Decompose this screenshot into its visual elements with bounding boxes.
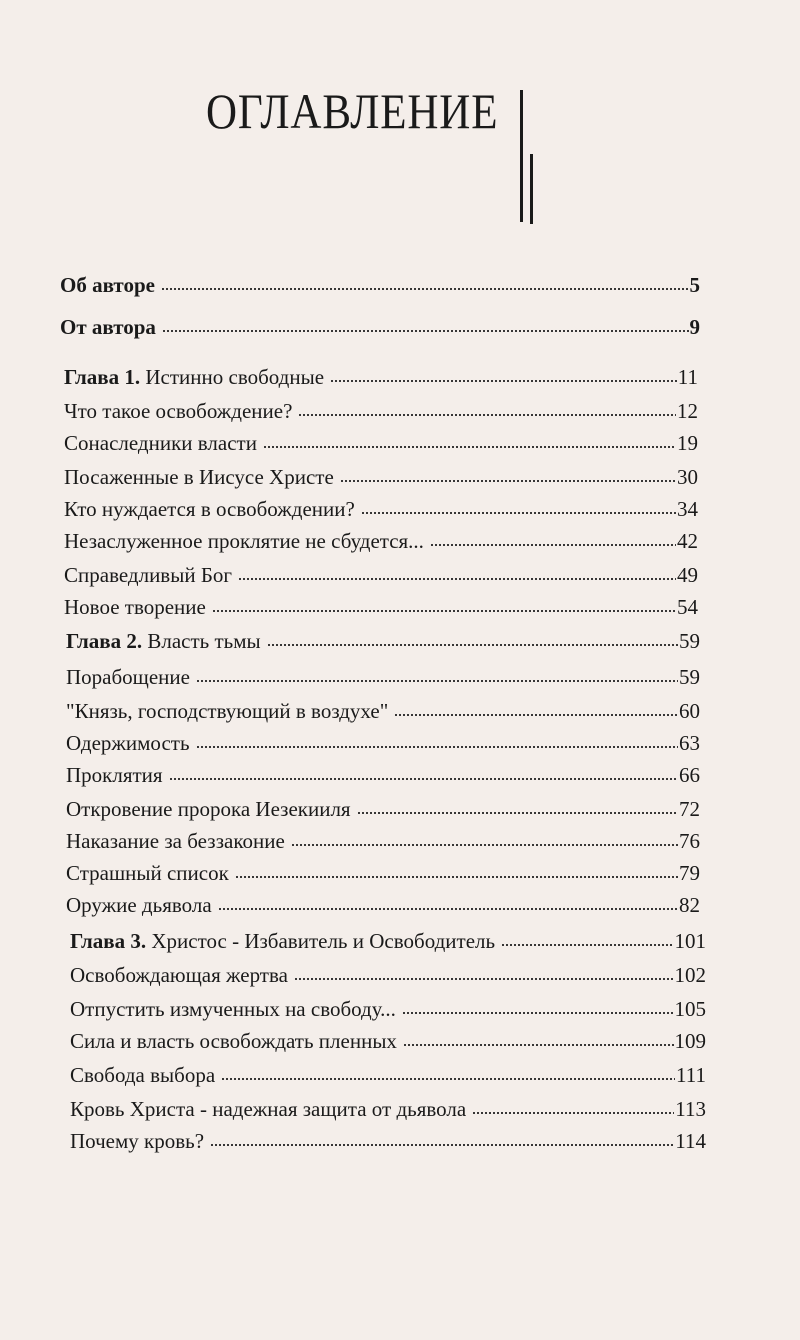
page-number: 63 bbox=[679, 731, 700, 755]
chapter-label: Глава 3. bbox=[70, 929, 147, 953]
toc-entry-title bbox=[60, 272, 161, 298]
toc-entry-text: Сила и власть освобождать пленных bbox=[70, 1029, 397, 1053]
chapter-label: Об авторе bbox=[60, 273, 155, 297]
toc-entry bbox=[64, 520, 698, 554]
toc-entry bbox=[66, 690, 700, 724]
dot-leader bbox=[212, 608, 676, 614]
page-number: 42 bbox=[677, 529, 698, 553]
page-title: ОГЛАВЛЕНИЕ bbox=[206, 83, 499, 139]
chapter-label: Глава 2. bbox=[66, 629, 143, 653]
chapter-label: Глава 1. bbox=[64, 365, 141, 389]
toc-entry-title bbox=[66, 860, 235, 886]
dot-leader bbox=[291, 842, 678, 848]
dot-leader bbox=[357, 810, 678, 816]
page-number: 109 bbox=[674, 1029, 706, 1053]
toc-entry-text: Отпустить измученных на свободу... bbox=[70, 997, 396, 1021]
dot-leader bbox=[263, 444, 676, 450]
dot-leader bbox=[394, 712, 678, 718]
toc-entry-title bbox=[70, 1128, 210, 1154]
toc-entry-text: Оружие дьявола bbox=[66, 893, 212, 917]
dot-leader bbox=[430, 542, 676, 548]
toc-entry-text: Откровение пророка Иезекииля bbox=[66, 797, 351, 821]
page-number: 34 bbox=[677, 497, 698, 521]
dot-leader bbox=[294, 976, 674, 982]
toc-entry-title bbox=[70, 962, 294, 988]
toc-entry-title bbox=[66, 762, 169, 788]
dot-leader bbox=[298, 412, 676, 418]
toc-entry bbox=[64, 586, 698, 620]
toc-entry-title bbox=[66, 828, 291, 854]
dot-leader bbox=[169, 776, 678, 782]
dot-leader bbox=[402, 1010, 674, 1016]
page-number: 82 bbox=[679, 893, 700, 917]
dot-leader bbox=[330, 378, 677, 384]
page-number: 60 bbox=[679, 699, 700, 723]
toc-entry-title bbox=[66, 730, 196, 756]
toc-entry-title bbox=[64, 398, 298, 424]
page-number: 59 bbox=[679, 629, 700, 653]
page-number: 54 bbox=[677, 595, 698, 619]
page-number: 19 bbox=[677, 431, 698, 455]
toc-entry bbox=[64, 356, 698, 390]
toc-entry-text: Сонаследники власти bbox=[64, 431, 257, 455]
toc-entry-title bbox=[64, 464, 340, 490]
dot-leader bbox=[340, 478, 676, 484]
dot-leader bbox=[361, 510, 676, 516]
toc-entry-title bbox=[64, 430, 263, 456]
dot-leader bbox=[162, 328, 689, 334]
page-number: 101 bbox=[674, 929, 706, 953]
toc-entry bbox=[64, 488, 698, 522]
toc-entry-title bbox=[66, 698, 394, 724]
toc-entry-title bbox=[70, 1062, 221, 1088]
toc-entry bbox=[70, 954, 706, 988]
page-number: 49 bbox=[677, 563, 698, 587]
toc-entry-text: Одержимость bbox=[66, 731, 190, 755]
toc-entry-text: "Князь, господствующий в воздухе" bbox=[66, 699, 389, 723]
toc-entry bbox=[66, 620, 700, 654]
dot-leader bbox=[403, 1042, 674, 1048]
toc-entry-title bbox=[66, 664, 196, 690]
toc-entry bbox=[66, 884, 700, 918]
toc-entry-text: Кровь Христа - надежная защита от дьявола bbox=[70, 1097, 467, 1121]
toc-entry bbox=[60, 306, 700, 340]
toc-entry bbox=[66, 754, 700, 788]
toc-entry bbox=[70, 1088, 706, 1122]
toc-entry bbox=[70, 988, 706, 1022]
dot-leader bbox=[218, 906, 678, 912]
toc-entry bbox=[66, 788, 700, 822]
toc-entry-text: Что такое освобождение? bbox=[64, 399, 293, 423]
page-number: 9 bbox=[689, 315, 700, 339]
toc-entry-text: Проклятия bbox=[66, 763, 163, 787]
page-number: 79 bbox=[679, 861, 700, 885]
page-number: 59 bbox=[679, 665, 700, 689]
toc-entry-text: Свобода выбора bbox=[70, 1063, 216, 1087]
toc-entry-text: Незаслуженное проклятие не сбудется... bbox=[64, 529, 424, 553]
toc-entry-title bbox=[60, 314, 162, 340]
toc-entry-text: Кто нуждается в освобождении? bbox=[64, 497, 355, 521]
toc-entry-title bbox=[64, 496, 361, 522]
toc-entry bbox=[66, 820, 700, 854]
dot-leader bbox=[238, 576, 676, 582]
toc-entry-title bbox=[70, 1096, 472, 1122]
dot-leader bbox=[472, 1110, 674, 1116]
toc-entry-title bbox=[70, 996, 402, 1022]
page-number: 105 bbox=[674, 997, 706, 1021]
toc-entry bbox=[70, 1054, 706, 1088]
toc-entry-title bbox=[70, 928, 501, 954]
dot-leader bbox=[196, 744, 678, 750]
page-number: 114 bbox=[675, 1129, 706, 1153]
toc-entry bbox=[64, 390, 698, 424]
toc-entry-title bbox=[64, 594, 212, 620]
dot-leader bbox=[267, 642, 678, 648]
toc-entry bbox=[64, 456, 698, 490]
page-number: 76 bbox=[679, 829, 700, 853]
toc-entry-text: Власть тьмы bbox=[142, 629, 261, 653]
dot-leader bbox=[221, 1076, 675, 1082]
toc-entry-title bbox=[64, 364, 330, 390]
dot-leader bbox=[210, 1142, 674, 1148]
toc-entry bbox=[66, 852, 700, 886]
toc-entry-text: Христос - Избавитель и Освободитель bbox=[146, 929, 496, 953]
toc-entry bbox=[64, 422, 698, 456]
toc-entry-text: Освобождающая жертва bbox=[70, 963, 288, 987]
page-number: 66 bbox=[679, 763, 700, 787]
toc-entry bbox=[70, 1120, 706, 1154]
page-number: 111 bbox=[676, 1063, 706, 1087]
toc-entry bbox=[70, 1020, 706, 1054]
toc-entry-title bbox=[66, 892, 218, 918]
toc-entry-text: Справедливый Бог bbox=[64, 563, 232, 587]
toc-entry-title bbox=[70, 1028, 403, 1054]
page-number: 113 bbox=[675, 1097, 706, 1121]
dot-leader bbox=[161, 286, 689, 292]
dot-leader bbox=[196, 678, 678, 684]
page-number: 72 bbox=[679, 797, 700, 821]
page-number: 5 bbox=[689, 273, 700, 297]
toc-entry bbox=[64, 554, 698, 588]
dot-leader bbox=[235, 874, 678, 880]
toc-entry-text: Посаженные в Иисусе Христе bbox=[64, 465, 334, 489]
toc-entry-title bbox=[64, 562, 238, 588]
toc-entry bbox=[60, 264, 700, 298]
page-number: 12 bbox=[677, 399, 698, 423]
toc-entry-title bbox=[66, 796, 357, 822]
toc-entry-title bbox=[66, 628, 267, 654]
toc-entry-text: Страшный список bbox=[66, 861, 229, 885]
toc-entry-text: Новое творение bbox=[64, 595, 206, 619]
chapter-label: От автора bbox=[60, 315, 156, 339]
toc-entry bbox=[70, 920, 706, 954]
toc-entry-text: Наказание за беззаконие bbox=[66, 829, 285, 853]
page-number: 102 bbox=[674, 963, 706, 987]
page-number: 11 bbox=[677, 365, 698, 389]
toc-entry-text: Порабощение bbox=[66, 665, 190, 689]
toc-entry-text: Почему кровь? bbox=[70, 1129, 205, 1153]
toc-entry-title bbox=[64, 528, 430, 554]
toc-entry-text: Истинно свободные bbox=[140, 365, 325, 389]
dot-leader bbox=[501, 942, 673, 948]
toc-entry bbox=[66, 722, 700, 756]
toc-entry bbox=[66, 656, 700, 690]
page-number: 30 bbox=[677, 465, 698, 489]
